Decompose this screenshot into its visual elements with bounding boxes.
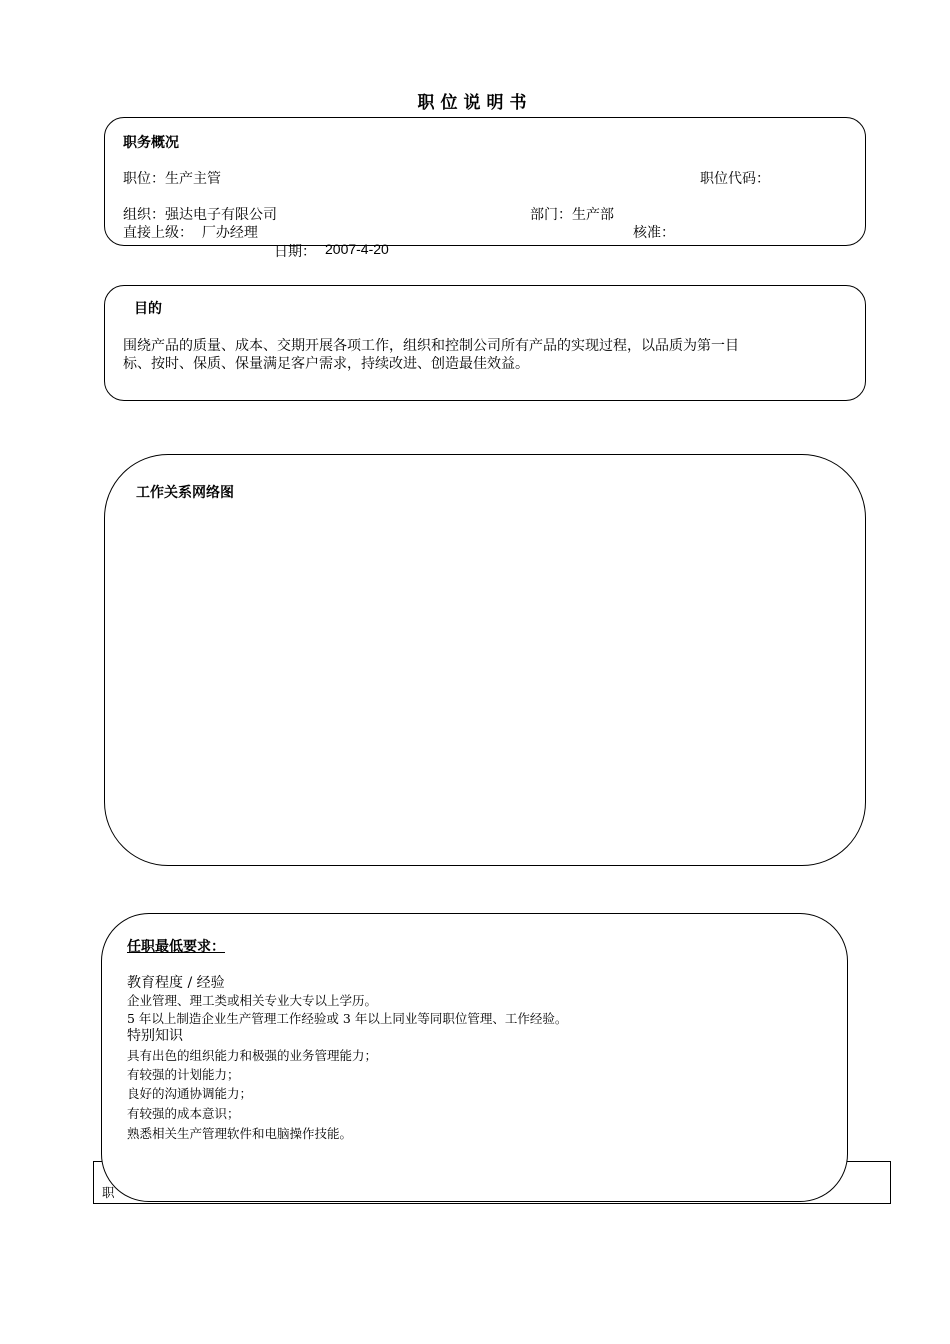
requirements-heading: 任职最低要求：	[127, 939, 225, 955]
knowledge-item: 有较强的成本意识；	[127, 1106, 240, 1121]
purpose-text-line1: 围绕产品的质量、成本、交期开展各项工作，组织和控制公司所有产品的实现过程，以品质为第一目	[123, 338, 739, 354]
education-heading: 教育程度 / 经验	[127, 975, 225, 991]
knowledge-item: 有较强的计划能力；	[127, 1067, 240, 1082]
overview-heading: 职务概况	[123, 135, 179, 151]
approval-field: 核准：	[633, 225, 675, 241]
purpose-text-line2: 标、按时、保质、保量满足客户需求，持续改进、创造最佳效益。	[123, 356, 529, 372]
education-item: 5 年以上制造企业生产管理工作经验或 3 年以上同业等同职位管理、工作经验。	[127, 1011, 568, 1026]
knowledge-item: 具有出色的组织能力和极强的业务管理能力；	[127, 1048, 378, 1063]
document-title: 职位说明书	[417, 93, 533, 113]
date-value: 2007-4-20	[325, 241, 389, 257]
position-field: 职位：生产主管	[123, 171, 221, 187]
position-code-field: 职位代码：	[700, 171, 770, 187]
organization-field: 组织：强达电子有限公司	[123, 207, 277, 223]
footer-table-text: 职	[102, 1185, 115, 1200]
department-field: 部门：生产部	[530, 207, 614, 223]
network-heading: 工作关系网络图	[136, 485, 234, 501]
knowledge-heading: 特别知识	[127, 1028, 183, 1044]
knowledge-item: 良好的沟通协调能力；	[127, 1086, 253, 1101]
network-diagram-section	[104, 454, 866, 866]
date-label: 日期：	[274, 244, 316, 260]
knowledge-item: 熟悉相关生产管理软件和电脑操作技能。	[127, 1126, 353, 1141]
purpose-heading: 目的	[134, 301, 162, 317]
superior-field: 直接上级： 厂办经理	[123, 225, 258, 241]
education-item: 企业管理、理工类或相关专业大专以上学历。	[127, 993, 378, 1008]
